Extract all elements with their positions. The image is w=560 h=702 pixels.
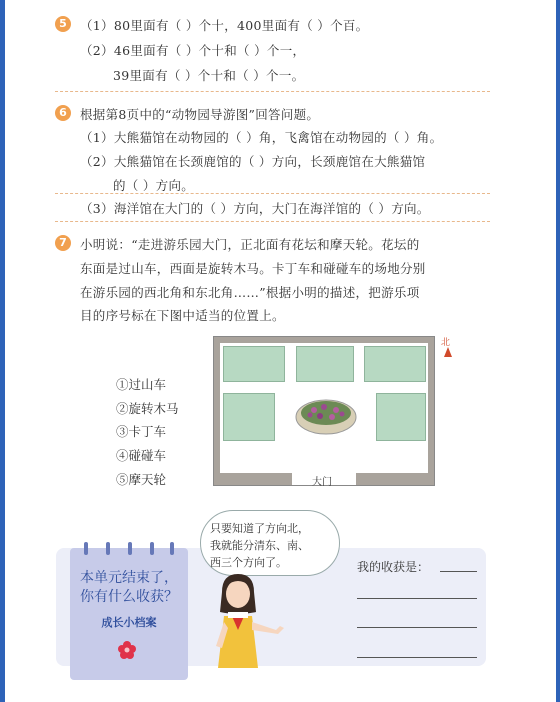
flower-icon	[117, 640, 137, 660]
bubble-line-1: 只要知道了方向北，	[210, 522, 309, 535]
map-wall-bottom-right	[356, 473, 434, 485]
q6-line-1: 根据第8页中的“动物园导游图”回答问题。	[80, 107, 320, 122]
map-gate-label: 大门	[312, 477, 332, 488]
binder-ring-icon	[106, 542, 110, 555]
question-5-badge: 5	[55, 16, 71, 32]
binder-ring-icon	[150, 542, 154, 555]
answer-line[interactable]	[440, 571, 477, 572]
map-area-northwest	[223, 346, 285, 382]
harvest-label: 我的收获是：	[357, 560, 430, 574]
legend-item-ferris-wheel: ⑤摩天轮	[116, 472, 167, 487]
card-title-line-1: 本单元结束了，	[80, 570, 178, 586]
binder-ring-icon	[84, 542, 88, 555]
map-wall-left	[214, 337, 220, 485]
legend-item-carousel: ②旋转木马	[116, 401, 179, 416]
bubble-line-3: 西三个方向了。	[210, 556, 287, 569]
map-area-northeast	[364, 346, 426, 382]
binder-ring-icon	[128, 542, 132, 555]
map-wall-top	[214, 337, 434, 343]
flower-bed-icon	[294, 395, 358, 435]
answer-line[interactable]	[357, 627, 477, 628]
map-wall-bottom-left	[214, 473, 292, 485]
legend-item-roller-coaster: ①过山车	[116, 377, 167, 392]
q6-line-5: （3）海洋馆在大门的（ ）方向，大门在海洋馆的（ ）方向。	[80, 201, 430, 216]
map-area-west	[223, 393, 275, 441]
divider	[55, 91, 490, 92]
question-6-badge: 6	[55, 105, 71, 121]
divider	[55, 221, 490, 222]
map-area-north	[296, 346, 354, 382]
binder-ring-icon	[170, 542, 174, 555]
page-frame-right	[556, 0, 560, 702]
q6-line-4: 的（ ）方向。	[113, 178, 195, 193]
map-area-east	[376, 393, 426, 441]
q5-line-1: （1）80里面有（ ）个十，400里面有（ ）个百。	[80, 18, 369, 33]
bubble-line-2: 我就能分清东、南、	[210, 539, 309, 552]
north-label: 北	[441, 338, 451, 348]
card-subtitle: 成长小档案	[101, 616, 157, 629]
answer-line[interactable]	[357, 657, 477, 658]
map-wall-right	[428, 337, 434, 485]
q7-line-2: 东面是过山车，西面是旋转木马。卡丁车和碰碰车的场地分别	[80, 261, 426, 276]
north-arrow-icon	[444, 347, 452, 357]
question-7-badge: 7	[55, 235, 71, 251]
legend-item-go-kart: ③卡丁车	[116, 424, 167, 439]
q5-line-2: （2）46里面有（ ）个十和（ ）个一，	[80, 43, 306, 58]
legend-item-bumper-car: ④碰碰车	[116, 448, 167, 463]
q7-line-4: 目的序号标在下图中适当的位置上。	[80, 308, 285, 323]
amusement-park-map	[213, 336, 435, 486]
q7-line-3: 在游乐园的西北角和东北角……”根据小明的描述，把游乐项	[80, 285, 420, 300]
page-frame-left	[0, 0, 5, 702]
q6-line-3: （2）大熊猫馆在长颈鹿馆的（ ）方向，长颈鹿馆在大熊猫馆	[80, 154, 426, 169]
divider	[55, 193, 490, 194]
q7-line-1: 小明说：“走进游乐园大门，正北面有花坛和摩天轮。花坛的	[80, 237, 420, 252]
card-title-line-2: 你有什么收获？	[80, 589, 178, 605]
answer-line[interactable]	[357, 598, 477, 599]
girl-illustration	[198, 572, 298, 670]
q5-line-3: 39里面有（ ）个十和（ ）个一。	[113, 68, 305, 83]
q6-line-2: （1）大熊猫馆在动物园的（ ）角，飞禽馆在动物园的（ ）角。	[80, 130, 443, 145]
